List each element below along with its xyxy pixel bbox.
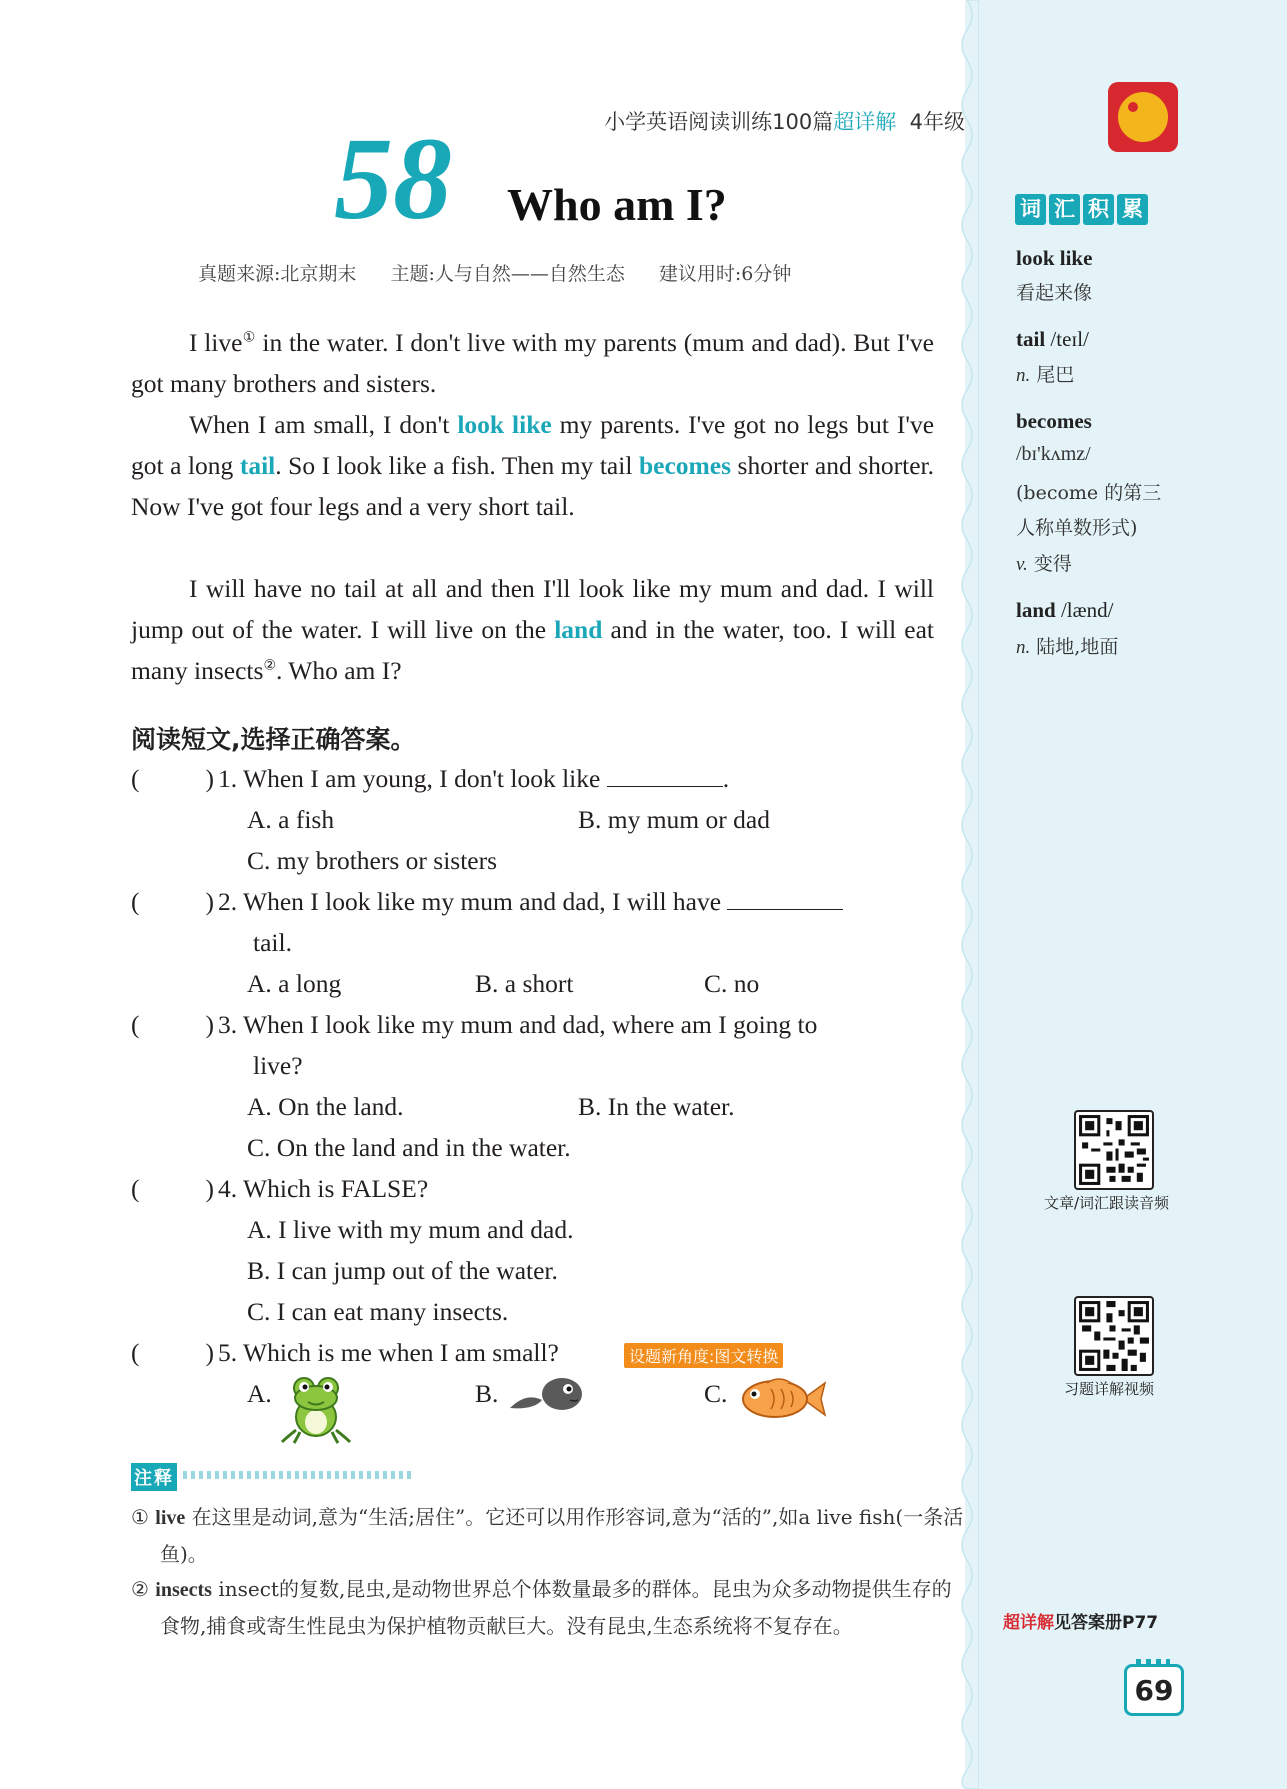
lesson-title: Who am I? [507,179,727,230]
answer-blank [607,764,723,787]
vocab-def: v. 变得 [1016,553,1072,575]
answer-paren[interactable]: ( ) [131,1338,214,1367]
series-highlight: 超详解 [833,110,897,134]
keyword: becomes [638,451,732,480]
keyword: look like [457,410,552,439]
qr-code-video[interactable] [1074,1296,1154,1376]
text: shorter and shorter. Now I've got four legs and a very short tail. [131,451,935,521]
note-text: insect的复数,昆虫,是动物世界总个体数量最多的群体。昆虫为众多动物提供生存的食物,捕食或寄生性昆虫为保护植物贡献巨大。没有昆虫,生态系统将不复存在。 [160,1577,952,1638]
question-3: 3. When I look like my mum and dad, where am I going to [218,1010,818,1039]
qr-code-icon [1076,1298,1152,1374]
vocab-word: becomes [1016,409,1092,433]
vocab-def: n. 陆地,地面 [1016,636,1119,658]
option-a[interactable]: A. I live with my mum and dad. [247,1215,574,1244]
note-marker: ① [131,1505,149,1529]
option-c[interactable]: C. [704,1379,728,1408]
question-5: 5. Which is me when I am small? [218,1338,559,1367]
vocab-def: n. 尾巴 [1016,364,1075,386]
keyword: tail [239,451,276,480]
vocab-char: 词 [1015,194,1046,225]
note-2 [131,1571,965,1644]
option-c[interactable]: C. I can eat many insects. [247,1297,509,1326]
text: in the water. I don't live with my parents (mum and dad). But I've got many brothers and sisters. [131,328,934,398]
question-tag: 设题新角度:图文转换 [624,1343,783,1368]
option-a[interactable]: A. a long [247,969,342,998]
series-name: 小学英语阅读训练100篇 [604,110,834,134]
footnote-ref: ② [263,658,276,674]
lesson-meta [198,259,819,286]
option-b[interactable]: B. In the water. [578,1092,735,1121]
qr-code-icon [1076,1112,1152,1188]
note-text: 在这里是动词,意为“生活;居住”。它还可以用作形容词,意为“活的”,如a live fish(一条活鱼)。 [160,1505,964,1566]
vocab-word: look like [1016,246,1093,270]
answer-blank [727,887,843,910]
passage-paragraph-3 [131,568,934,691]
series-title [604,106,965,136]
option-c[interactable]: C. my brothers or sisters [247,846,498,875]
question-1: 1. When I am young, I don't look like . [218,764,730,793]
answer-paren[interactable]: ( ) [131,1010,214,1039]
passage-paragraph-2 [131,404,934,527]
option-a[interactable]: A. [247,1379,272,1408]
option-b[interactable]: B. a short [475,969,574,998]
option-b[interactable]: B. [475,1379,499,1408]
qr-code-audio[interactable] [1074,1110,1154,1190]
tadpole-image [506,1372,586,1418]
option-b[interactable]: B. my mum or dad [578,805,770,834]
text: . So I look like a fish. Then my tail [275,451,639,480]
option-c[interactable]: C. On the land and in the water. [247,1133,571,1162]
source-label: 真题来源:北京期末 [198,263,357,285]
vocab-note: (become 的第三 [1016,482,1162,504]
text: . Who am I? [276,656,402,685]
fish-image [737,1375,827,1423]
option-c[interactable]: C. no [704,969,760,998]
text: my parents. I've got no legs but I've got a long [131,410,935,480]
theme-label: 主题:人与自然——自然生态 [390,263,625,285]
keyword: land [554,615,603,644]
question-2: 2. When I look like my mum and dad, I will have [218,881,843,922]
page-number: 69 [1124,1664,1184,1716]
vocab-word: tail /teɪl/ [1016,327,1089,351]
option-a[interactable]: A. On the land. [247,1092,404,1121]
text: and in the water, too. I will eat many insects [131,615,934,685]
question-2-cont: tail. [253,928,292,957]
vocab-def: 看起来像 [1016,282,1093,304]
phonetic: /bɪ'kʌmz/ [1016,443,1091,465]
answer-paren[interactable]: ( ) [131,1174,214,1203]
footnote-ref: ① [242,330,256,346]
vocab-heading [1015,194,1151,225]
text: I live [189,328,243,357]
publisher-logo [1108,82,1178,152]
note-word: insects [155,1579,212,1601]
option-b[interactable]: B. I can jump out of the water. [247,1256,558,1285]
note-marker: ② [131,1577,149,1601]
phonetic: /teɪl/ [1050,327,1089,351]
question-3-cont: live? [253,1051,303,1080]
text: When I am small, I don't [189,410,458,439]
frog-image [278,1372,354,1444]
vocab-word: land /lænd/ [1016,598,1114,622]
text: I will have no tail at all and then I'll look like my mum and dad. I will jump out of the water. I will live on the [131,574,934,644]
qr-caption: 文章/词汇跟读音频 [1044,1194,1170,1212]
phonetic: /lænd/ [1060,598,1114,622]
notes-title: 注释 [131,1463,177,1491]
vocab-char: 汇 [1049,194,1080,225]
note-word: live [155,1507,186,1529]
grade-label: 4年级 [909,110,965,134]
answer-paren[interactable]: ( ) [131,764,214,793]
question-4: 4. Which is FALSE? [218,1174,429,1203]
time-label: 建议用时:6分钟 [658,263,792,285]
lesson-number: 58 [334,113,452,244]
option-a[interactable]: A. a fish [247,805,335,834]
qr-caption: 习题详解视频 [1064,1380,1155,1398]
answer-reference: 超详解见答案册P77 [1003,1613,1159,1633]
sidebar-panel [965,0,1287,1789]
vocab-char: 积 [1083,194,1114,225]
answer-paren[interactable]: ( ) [131,887,214,916]
note-1 [131,1499,965,1572]
questions-heading: 阅读短文,选择正确答案。 [131,725,416,754]
vocab-char: 累 [1117,194,1148,225]
vocab-note: 人称单数形式) [1016,517,1138,539]
passage-paragraph-1 [131,322,934,404]
notes-divider [183,1471,413,1479]
